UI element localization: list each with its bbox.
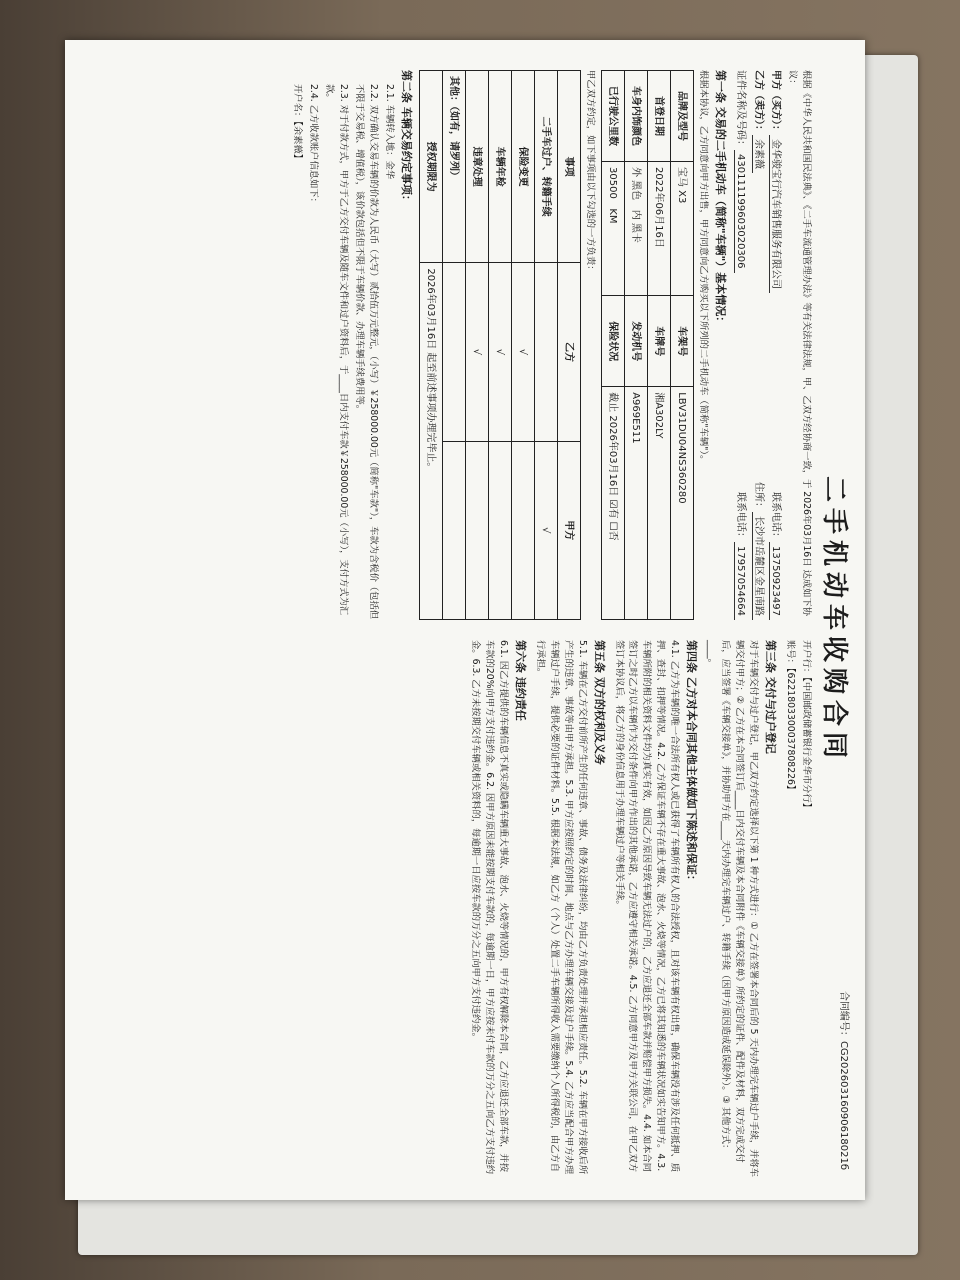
color-value [624, 162, 647, 296]
resp-a-check [465, 441, 488, 619]
article-5-text: 5.1. 车辆在乙方交付前所产生的任何违章、事故、债务及法律纠纷，均由乙方负责处理并承担相应责任。5.2. 车辆在甲方接收后所产生的违章、事故等由甲方承担。5.3. 甲方应按照约定的时间、地点与乙方办理车辆交接及过户手续。5.4. 乙方应当配合甲方办理车辆过户手续，提供必要的证件材料。5.5. 根据本法规，如乙方（个人）处置二手车辆所得收入需要缴纳个人所得税的，由乙方自行承担。 [534, 640, 588, 1175]
insurance-label: 保险状况 [601, 296, 624, 387]
vehicle-table [601, 70, 694, 620]
article-3-text: 对于车辆交付与过户登记，甲乙双方约定选择以下第 1 种方式进行：① 乙方在签署本合同后的 5 天内办理完车辆过户手续，并将车辆交付甲方；② 乙方在本合同签订后____日内交付车辆及本合同附件《车辆交接单》所约定的证件、配件及材料，双方完成交付后，应当签署《车辆交接单》，并协助甲方在____天内办理完车辆过户、转籍手续（因甲方原因造成延误除外）。③ 其他方式：____。 [706, 640, 760, 1177]
resp-item: 二手车过户、转籍手续 [534, 71, 557, 263]
color-exterior: 外 黑色 [630, 167, 642, 201]
party-a-label: 甲方（买方）： [770, 70, 782, 135]
reg-date-label: 首登日期 [647, 71, 670, 162]
mileage-number: 30500 [607, 167, 619, 199]
resp-item: 其他：（如有，请罗列） [442, 71, 465, 263]
header-party-b: 乙方 [557, 263, 580, 441]
table-row [624, 71, 647, 620]
party-b-phone-label: 联系电话： [735, 492, 747, 542]
basis-text: 根据《中华人民共和国民法典》、《二手车流通管理办法》等有关法律法规，甲、乙双方经协商一致，于 2026年03月16日 达成如下协议： [787, 70, 812, 616]
deadline-text: 2026年03月16日 起至前述事项办理完毕止。 [419, 263, 442, 620]
header-party-a: 甲方 [557, 441, 580, 619]
color-label: 车身内饰颜色 [624, 71, 647, 162]
party-a-name: 金华骏宝行汽车销售服务有限公司 [769, 135, 781, 293]
plate-value: 湘A302LY [647, 387, 670, 620]
article-5-title: 第五条 双方的权利及义务 [592, 640, 606, 765]
party-b-id-row [733, 70, 749, 620]
contract-number-label: 合同编号： [838, 990, 849, 1041]
article-2-title: 第二条 车辆交易约定事项： [399, 70, 413, 206]
brand-label: 品牌及型号 [670, 71, 693, 162]
party-b-phone: 17957054664 [734, 542, 746, 620]
deadline-label: 授权期限为 [419, 71, 442, 263]
resp-a-check [488, 441, 511, 619]
account-name: 【余素薇】 [292, 121, 304, 164]
responsibility-table [419, 70, 581, 620]
vin-label: 车架号 [670, 296, 693, 387]
table-row [465, 71, 488, 620]
table-row [488, 71, 511, 620]
mileage-label: 已行驶公里数 [601, 71, 624, 162]
article-4-text: 4.1. 乙方为车辆的唯一合法所有权人或已获得了车辆所有权人的合法授权，且对该车辆有权出售，确保车辆没有涉及任何抵押、质押、查封、扣押等情况。4.2. 乙方保证车辆不存在重大事故、泡水、火烧等情况，乙方已将其知悉的车辆状况如实告知甲方。4.3. 车辆所附的相关资料文件均为真实有效，如因乙方原因导致车辆无法过户的，乙方应退还全部车款并赔偿甲方损失。4.4. 如本合同签订之时乙方以车辆作为交付条件向甲方作出的其他承诺，乙方应遵守相关承诺。4.5. 乙方同意甲方及甲方关联公司，在甲乙双方签订本协议后，将乙方的身份信息用于办理车辆过户等相关手续。 [613, 640, 681, 1173]
right-column [466, 640, 813, 1180]
article-6-title: 第六条 违约责任 [513, 640, 527, 721]
account-number-label: 账号： [785, 640, 797, 668]
plate-label: 车牌号 [647, 296, 670, 387]
id-number: 430111199603020306 [734, 150, 746, 273]
table-row [534, 71, 557, 620]
bank-name: 【中国邮政储蓄银行金华市分行】 [801, 677, 812, 813]
party-a-phone-label: 联系电话： [770, 492, 782, 542]
resp-a-check: √ [534, 441, 557, 619]
article-2-2: 2.2. 双方确认交易车辆的价款为人民币（大写）贰拾伍万元整元，（小写）￥258000.00元（简称"车款"），车款为含税价（包括但不限于交易税、增值税），该价款包括但不限于车辆价款、办理车辆手续费用等。 [353, 84, 379, 620]
article-2-3: 2.3. 对于付款方式，甲方于乙方交付车辆及随车文件和过户资料后，于____日内支付车款￥258000.00元（小写），支付方式为汇款。 [323, 84, 349, 616]
contract-title: 二手机动车收购合同 [819, 475, 849, 764]
contract-page [65, 40, 865, 1200]
account-number: 【6221803300037808226】 [785, 667, 797, 795]
responsibility-desc: 甲乙双方约定，如下事项由以下勾选的一方负责： [584, 70, 596, 275]
contract-number [838, 991, 853, 1170]
account-name-row [290, 70, 304, 620]
account-name-label: 开户名： [292, 84, 304, 122]
mileage-value [601, 162, 624, 296]
party-a-phone: 13750923497 [769, 542, 781, 620]
party-b-row [750, 70, 766, 620]
left-column [288, 70, 813, 620]
table-row [670, 71, 693, 620]
id-label: 证件名称及号码： [735, 70, 747, 150]
table-row [601, 71, 624, 620]
article-1-title: 第一条 交易的二手机动车（简称"车辆"）基本情况： [713, 70, 727, 328]
vin-value: LBV31DU04NS360280 [670, 387, 693, 620]
resp-b-check [534, 263, 557, 441]
engine-label: 发动机号 [624, 296, 647, 387]
party-b-name: 余素薇 [752, 135, 764, 173]
resp-b-check: √ [488, 263, 511, 441]
article-4-title: 第四条 乙方对本合同其他主体做如下陈述和保证： [685, 640, 699, 886]
mileage-unit: KM [607, 208, 619, 224]
resp-b-check: √ [465, 263, 488, 441]
article-1-desc: 根据本协议，乙方同意向甲方出售，甲方同意向乙方购买以下所列的二手机动车（简称"车辆"）。 [697, 70, 709, 465]
table-header-row [557, 71, 580, 620]
resp-b-check [442, 263, 465, 441]
party-b-label: 乙方（卖方）： [752, 70, 764, 135]
resp-item: 保险变更 [511, 71, 534, 263]
table-row [442, 71, 465, 620]
article-3-title: 第三条 交付与过户登记 [764, 640, 778, 754]
article-2-4: 2.4. 乙方收款账户信息如下： [307, 84, 319, 207]
party-a-row [768, 70, 784, 620]
resp-a-check [511, 441, 534, 619]
reg-date-value: 2022年06月16日 [647, 162, 670, 296]
article-6-text: 6.1. 因乙方提供的车辆信息不真实或隐瞒车辆重大事故、泡水、火烧等情况的，甲方有权解除本合同，乙方应退还全部车款，并按车款的20%向甲方支付违约金。6.2. 因甲方原因未能按期支付车款的，每逾期一日，甲方应按未付车款的万分之五向乙方支付违约金。6.3. 乙方未按期交付车辆或相关资料的，每逾期一日应按车款的万分之五向甲方支付违约金。 [469, 640, 509, 1175]
resp-b-check: √ [511, 263, 534, 441]
party-b-address-label: 住所： [752, 482, 764, 512]
bank-label: 开户行： [801, 640, 812, 678]
account-number-row [783, 640, 797, 1180]
table-row [511, 71, 534, 620]
resp-item: 违章处理 [465, 71, 488, 263]
color-interior: 内 黑卡 [630, 209, 642, 243]
party-b-address: 长沙市岳麓区金星南路 [752, 512, 764, 620]
contract-number-value: CG20260316090618021б [838, 1040, 849, 1170]
brand-value: 宝马 X3 [670, 162, 693, 296]
table-row [647, 71, 670, 620]
article-2-1: 2.1. 车辆转入地：金华 [383, 84, 395, 180]
resp-a-check [442, 441, 465, 619]
insurance-value: 截止 2026年03月16日 ☑有 ☐否 [601, 387, 624, 620]
table-row [419, 71, 442, 620]
header-item: 事项 [557, 71, 580, 263]
resp-item: 车辆年检 [488, 71, 511, 263]
engine-value: A969E511 [624, 387, 647, 620]
bank-row [799, 640, 813, 1180]
